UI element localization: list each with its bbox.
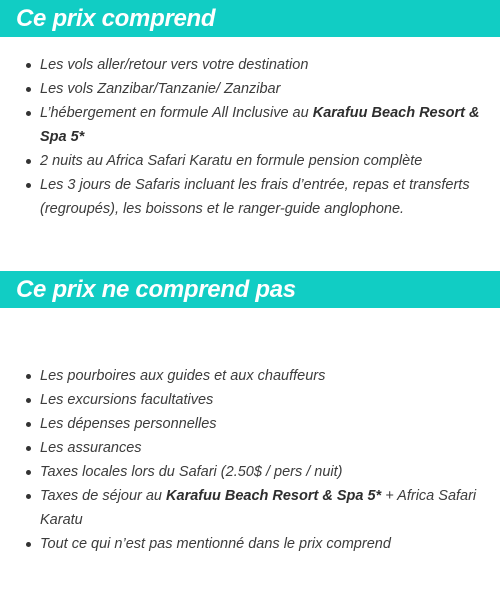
item-text: Les vols aller/retour vers votre destination xyxy=(40,57,309,73)
bullet-icon xyxy=(26,470,31,475)
list-item xyxy=(0,436,500,460)
list-item xyxy=(0,149,500,173)
item-text-suffix: + Africa Safari Karatu xyxy=(40,488,477,528)
item-text: Les 3 jours de Safaris incluant les frais d’entrée, repas et transferts (regroupés), les boissons et le ranger-guide anglophone. xyxy=(40,177,470,217)
includes-title: Ce prix comprend xyxy=(16,5,216,32)
list-item xyxy=(0,101,500,149)
bullet-icon xyxy=(26,183,31,188)
excludes-list xyxy=(0,364,500,556)
bullet-icon xyxy=(26,111,31,116)
item-text: Taxes locales lors du Safari (2.50$ / pers / nuit) xyxy=(40,464,343,480)
list-item xyxy=(0,532,500,556)
bullet-icon xyxy=(26,422,31,427)
list-item xyxy=(0,364,500,388)
list-item xyxy=(0,388,500,412)
excludes-header xyxy=(0,271,500,308)
item-text: Les vols Zanzibar/Tanzanie/ Zanzibar xyxy=(40,81,281,97)
list-item xyxy=(0,460,500,484)
hotel-name: Karafuu Beach Resort & Spa 5* xyxy=(166,488,382,504)
includes-header xyxy=(0,0,500,37)
item-text: Taxes de séjour au xyxy=(40,488,167,504)
bullet-icon xyxy=(26,374,31,379)
hotel-name: Karafuu Beach Resort & Spa 5* xyxy=(40,105,480,145)
list-item xyxy=(0,412,500,436)
bullet-icon xyxy=(26,542,31,547)
list-item xyxy=(0,77,500,101)
list-item xyxy=(0,173,500,221)
bullet-icon xyxy=(26,398,31,403)
list-item xyxy=(0,484,500,532)
includes-list xyxy=(0,53,500,221)
item-text: 2 nuits au Africa Safari Karatu en formule pension complète xyxy=(40,153,423,169)
excludes-title: Ce prix ne comprend pas xyxy=(16,276,296,303)
bullet-icon xyxy=(26,446,31,451)
item-text: Les dépenses personnelles xyxy=(40,416,217,432)
bullet-icon xyxy=(26,494,31,499)
bullet-icon xyxy=(26,87,31,92)
item-text: Les excursions facultatives xyxy=(40,392,214,408)
bullet-icon xyxy=(26,159,31,164)
list-item xyxy=(0,53,500,77)
item-text: L’hébergement en formule All Inclusive au xyxy=(40,105,313,121)
item-text: Les assurances xyxy=(40,440,142,456)
item-text: Tout ce qui n’est pas mentionné dans le prix comprend xyxy=(40,536,391,552)
bullet-icon xyxy=(26,63,31,68)
item-text: Les pourboires aux guides et aux chauffeurs xyxy=(40,368,326,384)
